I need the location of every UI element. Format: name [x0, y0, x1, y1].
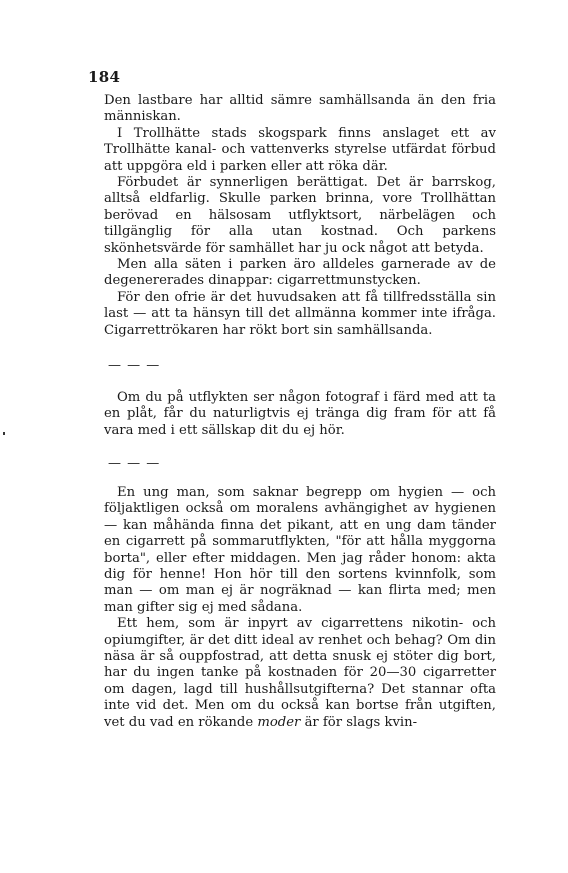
italic-word: moder	[257, 714, 301, 730]
page-number: 184	[88, 68, 121, 86]
paragraph: I Trollhätte stads skogspark finns anslaget ett av Trollhätte kanal- och vattenverks styrelse utfärdat förbud att uppgöra eld i parken eller att röka där.	[104, 125, 496, 174]
text-section-smoking-park	[104, 93, 496, 339]
paragraph: Den lastbare har alltid sämre samhällsanda än den fria människan.	[104, 93, 496, 125]
paragraph: Om du på utflykten ser någon fotograf i färd med att ta en plåt, får du naturligtvis ej tränga dig fram för att få vara med i ett sällskap dit du ej hör.	[104, 390, 496, 438]
section-separator: — — —	[108, 358, 161, 373]
section-separator: — — —	[108, 456, 161, 471]
text-section-hygiene	[104, 485, 496, 731]
paragraph: Förbudet är synnerligen berättigat. Det är barrskog, alltså eldfarlig. Skulle parken brinna, vore Trollhättan berövad en hälsosam utflyktsort, närbelägen och tillgänglig för alla utan kostnad. Och parkens skönhetsvärde för samhället har ju ock något att betyda.	[104, 175, 496, 256]
paragraph-text: är för slags kvin-	[304, 714, 418, 730]
paragraph: Men alla säten i parken äro alldeles garnerade av de degenererades dinappar: cigarrettmunstycken.	[104, 257, 496, 289]
paragraph	[104, 616, 496, 731]
paragraph: För den ofrie är det huvudsaken att få tillfredsställa sin last — att ta hänsyn till det allmänna kommer inte ifråga. Cigarrettrökaren har rökt bort sin samhällsanda.	[104, 289, 496, 338]
paragraph: En ung man, som saknar begrepp om hygien — och följaktligen också om moralens avhängighet av hygienen — kan måhända finna det pikant, att en ung dam tänder en cigarrett på sommarutflykten, "för att hålla myggorna borta", eller efter middagen. Men jag råder honom: akta dig för henne! Hon hör till den sortens kvinnfolk, som man — om man ej är nogräknad — kan flirta med; men man gifter sig ej med sådana.	[104, 485, 496, 615]
text-section-photographer	[104, 390, 496, 439]
scan-speck	[3, 432, 5, 435]
paragraph-text: Ett hem, som är inpyrt av cigarrettens nikotin- och opiumgifter, är det ditt ideal av renhet och behag? Om din näsa är så ouppfostrad, att detta snusk ej stöter dig bort, har du ingen tanke på kostnaden för 20—30 cigarretter om dagen, lagd till hushållsutgifterna? Det stannar ofta inte vid det. Men om du också kan bortse från utgiften, vet du vad en rökande	[104, 616, 496, 730]
